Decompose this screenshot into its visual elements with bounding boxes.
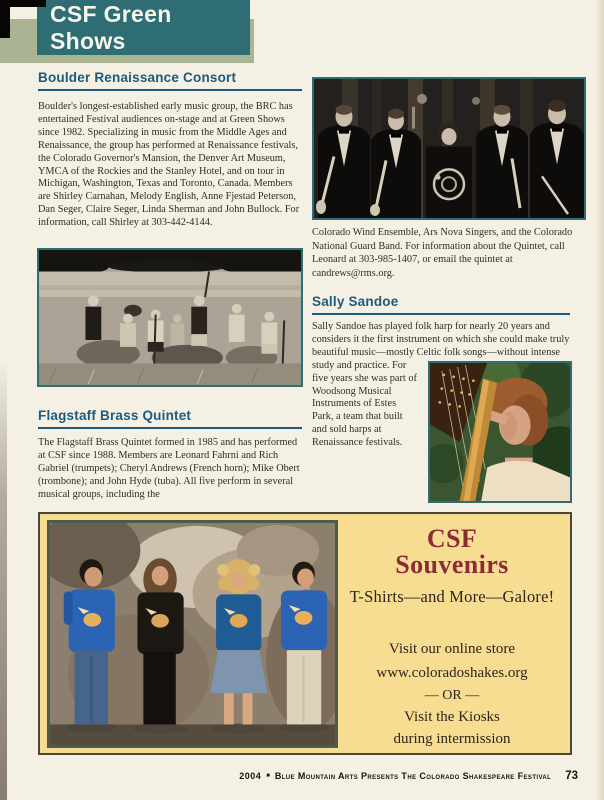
ad-line-kiosks: Visit the Kiosks bbox=[404, 709, 500, 725]
section-body-flagstaff: The Flagstaff Brass Quintet formed in 1985 and has performed at CSF since 1988. Members are Leonard Fahrni and Rich Gabriel (trumpets); Cheryl Andrews (French horn); Mike Obert (trombone); and John Hyde (tuba). All five perform in several musical groups, including the bbox=[38, 437, 300, 500]
brass-quintet-photo bbox=[312, 77, 586, 220]
page-title bbox=[37, 0, 250, 55]
footer-square-bullet-icon: ■ bbox=[266, 773, 270, 779]
souvenirs-tshirt-photo-art bbox=[50, 523, 335, 745]
souvenirs-tshirt-photo bbox=[47, 520, 338, 748]
consort-group-photo-art bbox=[39, 250, 301, 385]
section-body-sally bbox=[312, 321, 572, 507]
brass-quintet-photo-art bbox=[314, 79, 584, 218]
ad-line-url: www.coloradoshakes.org bbox=[376, 665, 528, 681]
section-body-brc: Boulder's longest-established early music group, the BRC has entertained Festival audiences on-stage and at Green Shows since 1982. Specializing in music from the Middle Ages and Renaissance, the group has performed at Renaissance festivals, the Colorado Governor's Mansion, the Denver Art Museum, YMCA of the Rockies and the Stanley Hotel, and on tour in Michigan, Washington, Texas and Toronto, Canada. Members are Shirley Carnahan, Melody English, Anne Fjestad Peterson, Dan Seger, Claire Seger, Linda Sherman and John Bullock. For information, call Shirley at 303-442-4144. bbox=[38, 101, 300, 229]
ad-line-store: Visit our online store bbox=[388, 641, 516, 657]
ad-tagline: T-Shirts—and More—Galore! bbox=[349, 587, 555, 606]
scan-edge-shadow bbox=[0, 0, 7, 800]
text-wrap-spacer bbox=[571, 321, 572, 361]
sally-sandoe-photo-art bbox=[430, 363, 570, 501]
page-number: 73 bbox=[565, 770, 578, 782]
page-title-text: CSF Green Shows bbox=[50, 0, 172, 54]
section-heading-flagstaff: Flagstaff Brass Quintet bbox=[38, 408, 302, 429]
consort-group-photo bbox=[37, 248, 303, 387]
page-footer bbox=[0, 770, 578, 782]
scan-artifact bbox=[10, 0, 46, 7]
ad-line-intermission: during intermission bbox=[393, 731, 511, 747]
scan-edge-shadow bbox=[595, 0, 604, 800]
quintet-photo-caption: Colorado Wind Ensemble, Ars Nova Singers, and the Colorado National Guard Band. For information about the Quintet, call Leonard at 303-985-1407, or email the quintet at candrews@rms.org. bbox=[312, 227, 573, 279]
sally-body-text: Sally Sandoe has played folk harp for nearly 20 years and considers it the first instrument on which she could make truly beautiful music—mostly Celtic folk songs—without intense study and practice. For five years she was part of Woodsong Musical Instruments of Estes Park, a team that built and sold harps at Renaissance festivals. bbox=[312, 321, 570, 449]
footer-year: 2004 bbox=[239, 771, 262, 781]
souvenirs-ad bbox=[38, 512, 572, 755]
ad-title-line2: Souvenirs bbox=[395, 550, 509, 579]
ad-title-line1: CSF bbox=[426, 524, 478, 553]
section-heading-sally: Sally Sandoe bbox=[312, 294, 570, 315]
ad-line-or: — OR — bbox=[424, 688, 480, 703]
section-heading-brc: Boulder Renaissance Consort bbox=[38, 70, 302, 91]
sally-sandoe-photo bbox=[428, 361, 572, 503]
footer-credit: Blue Mountain Arts Presents The Colorado Shakespeare Festival bbox=[274, 771, 552, 781]
souvenirs-ad-text bbox=[338, 522, 566, 747]
